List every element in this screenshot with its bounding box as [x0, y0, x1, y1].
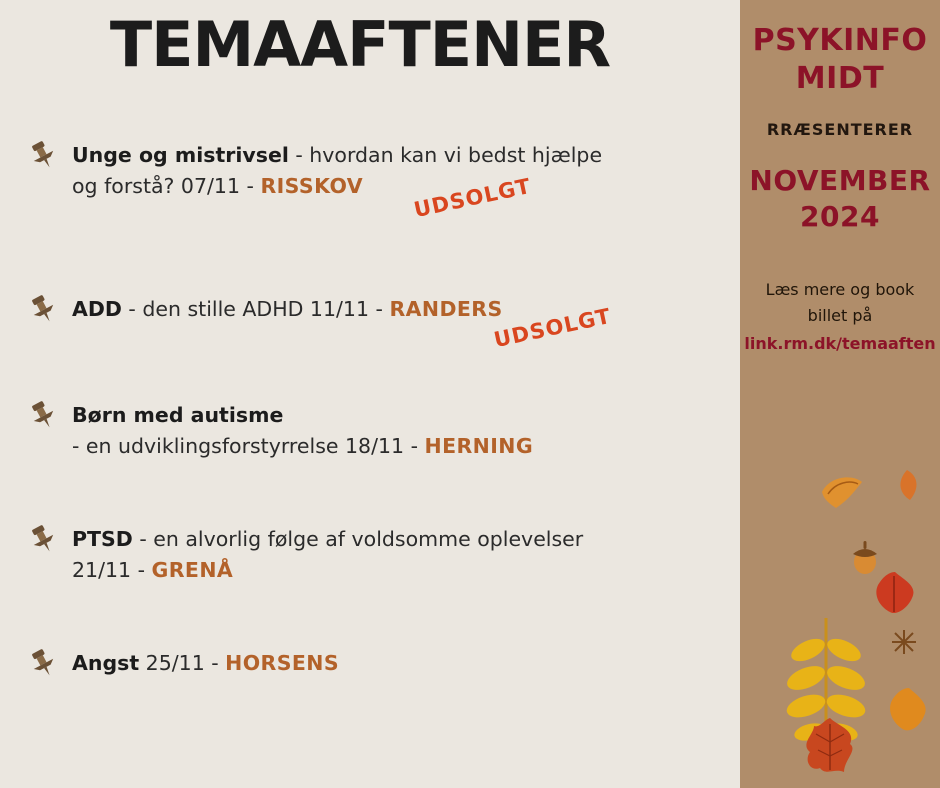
booking-info [740, 277, 940, 357]
event-line-1 [72, 400, 728, 431]
event-line-1 [72, 294, 728, 325]
event-desc-cont: 21/11 - [72, 558, 152, 582]
pushpin-icon [28, 294, 58, 324]
sidebar [740, 0, 940, 788]
brand-line-2: MIDT [795, 61, 885, 96]
booking-line-1: Læs mere og book [765, 280, 915, 299]
event-location: HORSENS [225, 651, 340, 675]
booking-line-2: billet på [807, 306, 873, 325]
list-item[interactable] [28, 648, 728, 692]
month-year [740, 163, 940, 235]
event-line-1 [72, 648, 728, 679]
event-location: HERNING [424, 434, 534, 458]
month-label: NOVEMBER [749, 164, 931, 197]
event-desc: - den stille ADHD 11/11 - [121, 297, 390, 321]
event-desc: - hvordan kan vi bedst hjælpe [288, 143, 603, 167]
event-desc: 25/11 - [139, 651, 226, 675]
event-line-1 [72, 140, 728, 171]
leaf-icon [886, 686, 932, 740]
list-item[interactable] [28, 294, 728, 364]
status-badge: UDSOLGT [411, 173, 534, 223]
event-title: Angst [72, 651, 140, 675]
year-label: 2024 [800, 200, 880, 233]
pushpin-icon [28, 140, 58, 170]
event-title: Unge og mistrivsel [72, 143, 289, 167]
pushpin-icon [28, 524, 58, 554]
event-title: PTSD [72, 527, 133, 551]
event-desc-cont: - en udviklingsforstyrrelse 18/11 - [72, 434, 425, 458]
event-location: RISSKOV [260, 174, 363, 198]
leaf-icon [870, 570, 920, 622]
list-item[interactable] [28, 140, 728, 258]
leaf-icon [892, 468, 922, 506]
event-line-2 [72, 431, 728, 462]
presents-label: RRÆSENTERER [766, 120, 914, 139]
event-title: Børn med autisme [72, 403, 284, 427]
brand-line-1: PSYKINFO [752, 23, 928, 58]
event-location: RANDERS [389, 297, 503, 321]
event-line-2 [72, 171, 728, 202]
page-title: TEMAAFTENER [109, 8, 611, 81]
event-location: GRENÅ [151, 558, 234, 582]
leaf-icon [778, 614, 874, 758]
leaf-icon [800, 716, 860, 782]
list-item[interactable] [28, 400, 728, 488]
pushpin-icon [28, 648, 58, 678]
event-desc-cont: og forstå? 07/11 - [72, 174, 261, 198]
star-anise-icon [890, 628, 918, 660]
booking-link[interactable]: link.rm.dk/temaaften [744, 334, 936, 353]
pushpin-icon [28, 400, 58, 430]
leaf-icon [818, 470, 866, 518]
event-list [28, 140, 728, 692]
event-line-1 [72, 524, 728, 555]
status-badge: UDSOLGT [491, 303, 614, 353]
event-desc: - en alvorlig følge af voldsomme oplevelser [132, 527, 584, 551]
acorn-icon [848, 538, 882, 580]
event-line-2 [72, 555, 728, 586]
event-title: ADD [72, 297, 122, 321]
brand-name [740, 22, 940, 98]
list-item[interactable] [28, 524, 728, 612]
